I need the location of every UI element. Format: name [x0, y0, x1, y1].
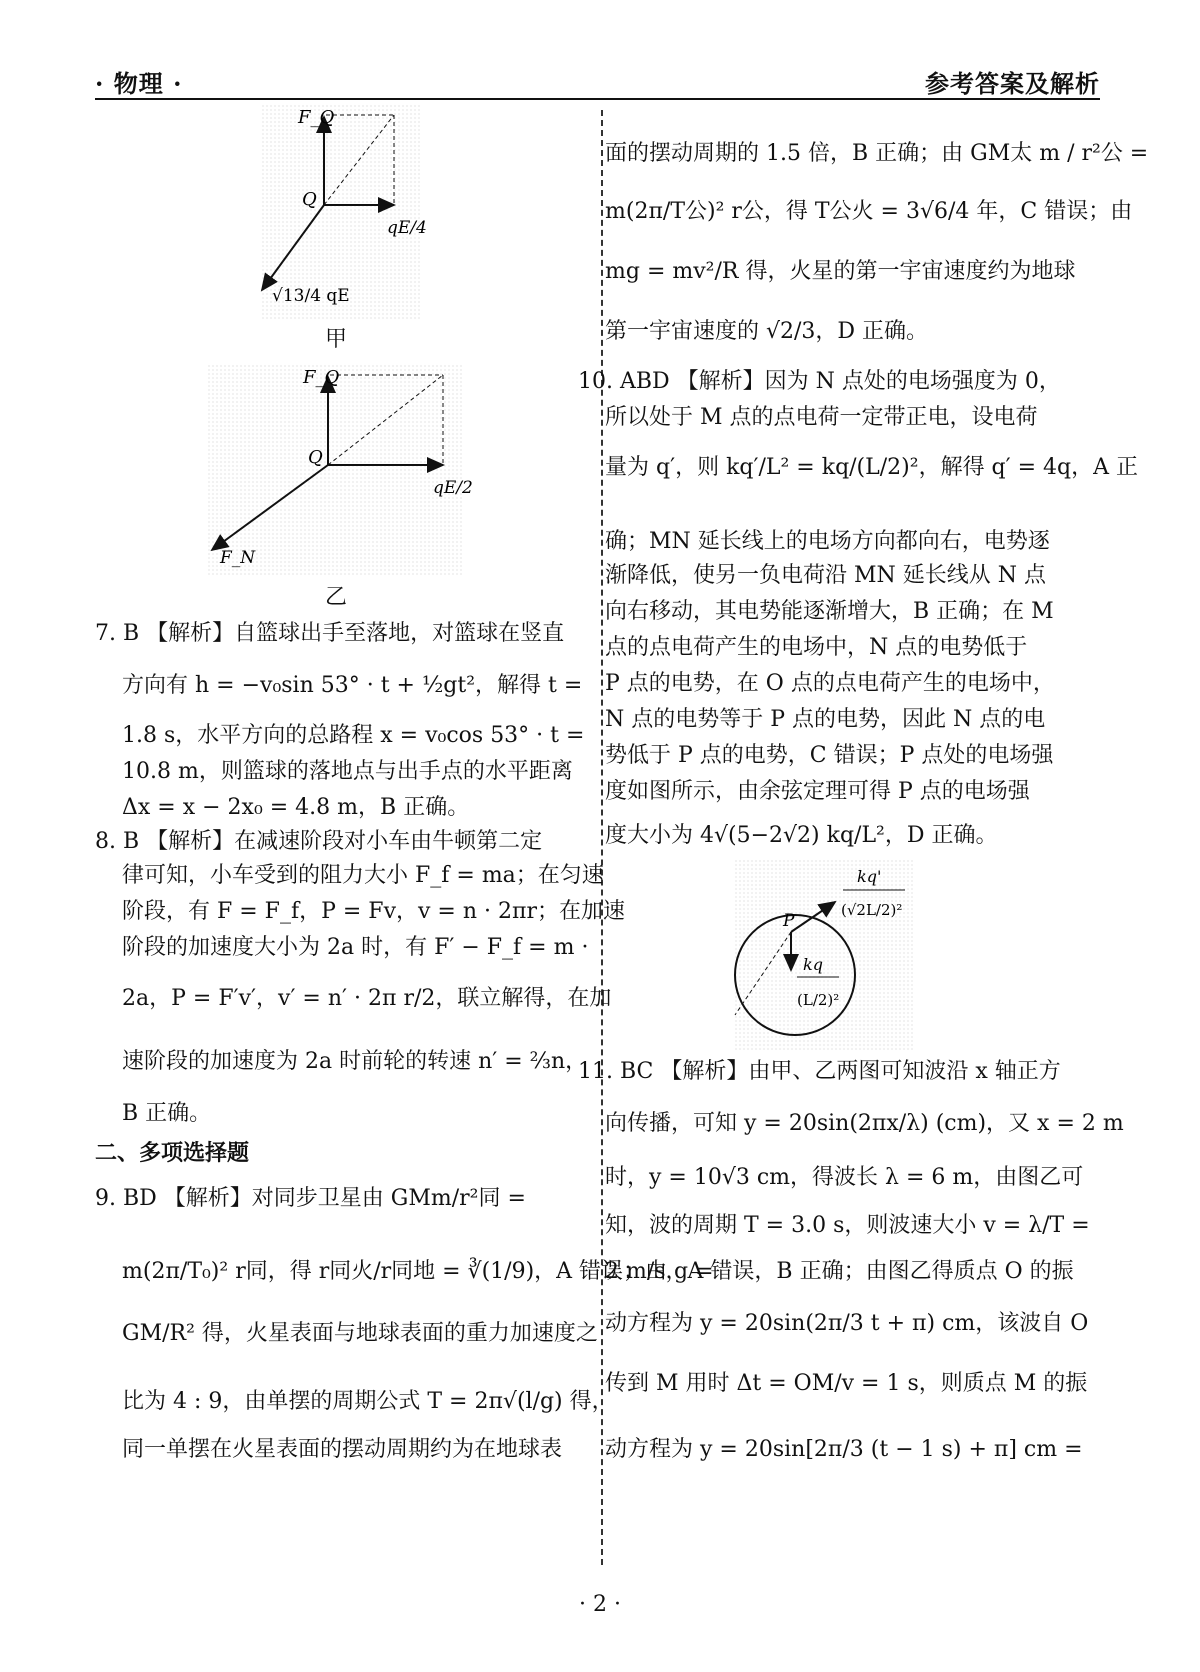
label-qe2: qE/2 — [433, 478, 473, 498]
line-l10: 速阶段的加速度为 2a 时前轮的转速 n′ = ⅔n， — [122, 1049, 588, 1074]
header-left: · 物理 · — [95, 69, 183, 98]
figure-jia — [262, 105, 427, 324]
line-l16: 同一单摆在火星表面的摆动周期约为在地球表 — [122, 1437, 563, 1462]
line-r16: 11. BC 【解析】由甲、乙两图可知波沿 x 轴正方 — [578, 1059, 1061, 1084]
line-r4: 10. ABD 【解析】因为 N 点处的电场强度为 0， — [578, 369, 1061, 394]
label-p: P — [783, 911, 795, 931]
line-r18: 时，y = 10√3 cm，得波长 λ = 6 m，由图乙可 — [605, 1165, 1084, 1190]
line-l13: m(2π/T₀)² r同，得 r同火/r同地 = ∛(1/9)，A 错误；由 g = — [122, 1259, 714, 1284]
line-l4: Δx = x − 2x₀ = 4.8 m，B 正确。 — [122, 795, 470, 820]
label-fq2: F_Q — [303, 367, 340, 388]
line-r17: 向传播，可知 y = 20sin(2πx/λ) (cm)，又 x = 2 m — [605, 1111, 1124, 1136]
line-r6: 量为 q′，则 kq′/L² = kq/(L/2)²，解得 q′ = 4q，A 正 — [605, 455, 1139, 480]
line-r20: 2 m/s，A 错误，B 正确；由图乙得质点 O 的振 — [605, 1259, 1074, 1284]
figure-yi — [208, 365, 473, 579]
line-l6: 律可知，小车受到的阻力大小 F_f = ma；在匀速 — [122, 863, 604, 888]
line-r15: 度大小为 4√(5−2√2) kq/L²，D 正确。 — [605, 823, 998, 848]
line-l5: 8. B 【解析】在减速阶段对小车由牛顿第二定 — [95, 829, 543, 854]
line-l11: B 正确。 — [122, 1101, 212, 1126]
line-r23: 动方程为 y = 20sin[2π/3 (t − 1 s) + π] cm = — [605, 1437, 1083, 1462]
line-r10: 点的点电荷产生的电场中，N 点的电势低于 — [605, 635, 1028, 660]
label-fn: F_N — [220, 548, 256, 568]
label-q: Q — [302, 189, 317, 210]
label-q2: Q — [308, 447, 323, 468]
line-r0: 面的摆动周期的 1.5 倍，B 正确；由 GM太 m / r²公 = — [605, 141, 1149, 166]
line-l2: 1.8 s，水平方向的总路程 x = v₀cos 53° · t = — [122, 723, 585, 748]
line-l8: 阶段的加速度大小为 2a 时，有 F′ − F_f = m · — [122, 935, 589, 960]
label-kq: kq — [803, 955, 823, 974]
figure-circle — [735, 860, 915, 1054]
line-r19: 知，波的周期 T = 3.0 s，则波速大小 v = λ/T = — [605, 1213, 1090, 1238]
line-r9: 向右移动，其电势能逐渐增大，B 正确；在 M — [605, 599, 1054, 624]
caption-jia: 甲 — [325, 327, 348, 352]
column-divider — [601, 110, 603, 1565]
line-r12: N 点的电势等于 P 点的电势，因此 N 点的电 — [605, 707, 1046, 732]
line-l7: 阶段，有 F = F_f，P = Fv，v = n · 2πr；在加速 — [122, 899, 625, 924]
line-r3: 第一宇宙速度的 √2/3，D 正确。 — [605, 319, 929, 344]
line-l0: 7. B 【解析】自篮球出手至落地，对篮球在竖直 — [95, 621, 565, 646]
line-l9: 2a，P = F′v′，v′ = n′ · 2π r/2，联立解得，在加 — [122, 986, 612, 1011]
line-r11: P 点的电势，在 O 点的点电荷产生的电场中， — [605, 671, 1055, 696]
line-l12: 9. BD 【解析】对同步卫星由 GMm/r²同 = — [95, 1186, 526, 1211]
line-r2: mg = mv²/R 得，火星的第一宇宙速度约为地球 — [605, 259, 1076, 284]
line-r13: 势低于 P 点的电势，C 错误；P 点处的电场强 — [605, 743, 1054, 768]
line-r14: 度如图所示，由余弦定理可得 P 点的电场强 — [605, 779, 1030, 804]
label-sqrt13: √13/4 qE — [272, 286, 350, 306]
line-l1: 方向有 h = −v₀sin 53° · t + ½gt²，解得 t = — [122, 673, 583, 698]
line-r8: 渐降低，使另一负电荷沿 MN 延长线从 N 点 — [605, 563, 1047, 588]
page-number: · 2 · — [579, 1592, 621, 1617]
section-title: 二、多项选择题 — [95, 1141, 250, 1166]
line-r1: m(2π/T公)² r公，得 T公火 = 3√6/4 年，C 错误；由 — [605, 199, 1133, 224]
line-r5: 所以处于 M 点的点电荷一定带正电，设电荷 — [605, 405, 1038, 430]
line-l14: GM/R² 得，火星表面与地球表面的重力加速度之 — [122, 1321, 598, 1346]
header-right: 参考答案及解析 — [925, 69, 1100, 98]
label-l2: (L/2)² — [797, 991, 840, 1009]
caption-yi: 乙 — [325, 585, 348, 610]
header-rule — [95, 98, 1100, 100]
label-sqrt2l: (√2L/2)² — [841, 901, 903, 919]
line-r21: 动方程为 y = 20sin(2π/3 t + π) cm，该波自 O — [605, 1311, 1089, 1336]
label-qe4: qE/4 — [387, 218, 427, 238]
line-l3: 10.8 m，则篮球的落地点与出手点的水平距离 — [122, 759, 573, 784]
line-r22: 传到 M 用时 Δt = OM/v = 1 s，则质点 M 的振 — [605, 1371, 1088, 1396]
line-l15: 比为 4 : 9，由单摆的周期公式 T = 2π√(l/g) 得， — [122, 1389, 614, 1414]
label-fq: F_Q — [298, 107, 335, 128]
line-r7: 确；MN 延长线上的电场方向都向右，电势逐 — [605, 529, 1050, 554]
label-kqprime: kq' — [857, 867, 882, 886]
